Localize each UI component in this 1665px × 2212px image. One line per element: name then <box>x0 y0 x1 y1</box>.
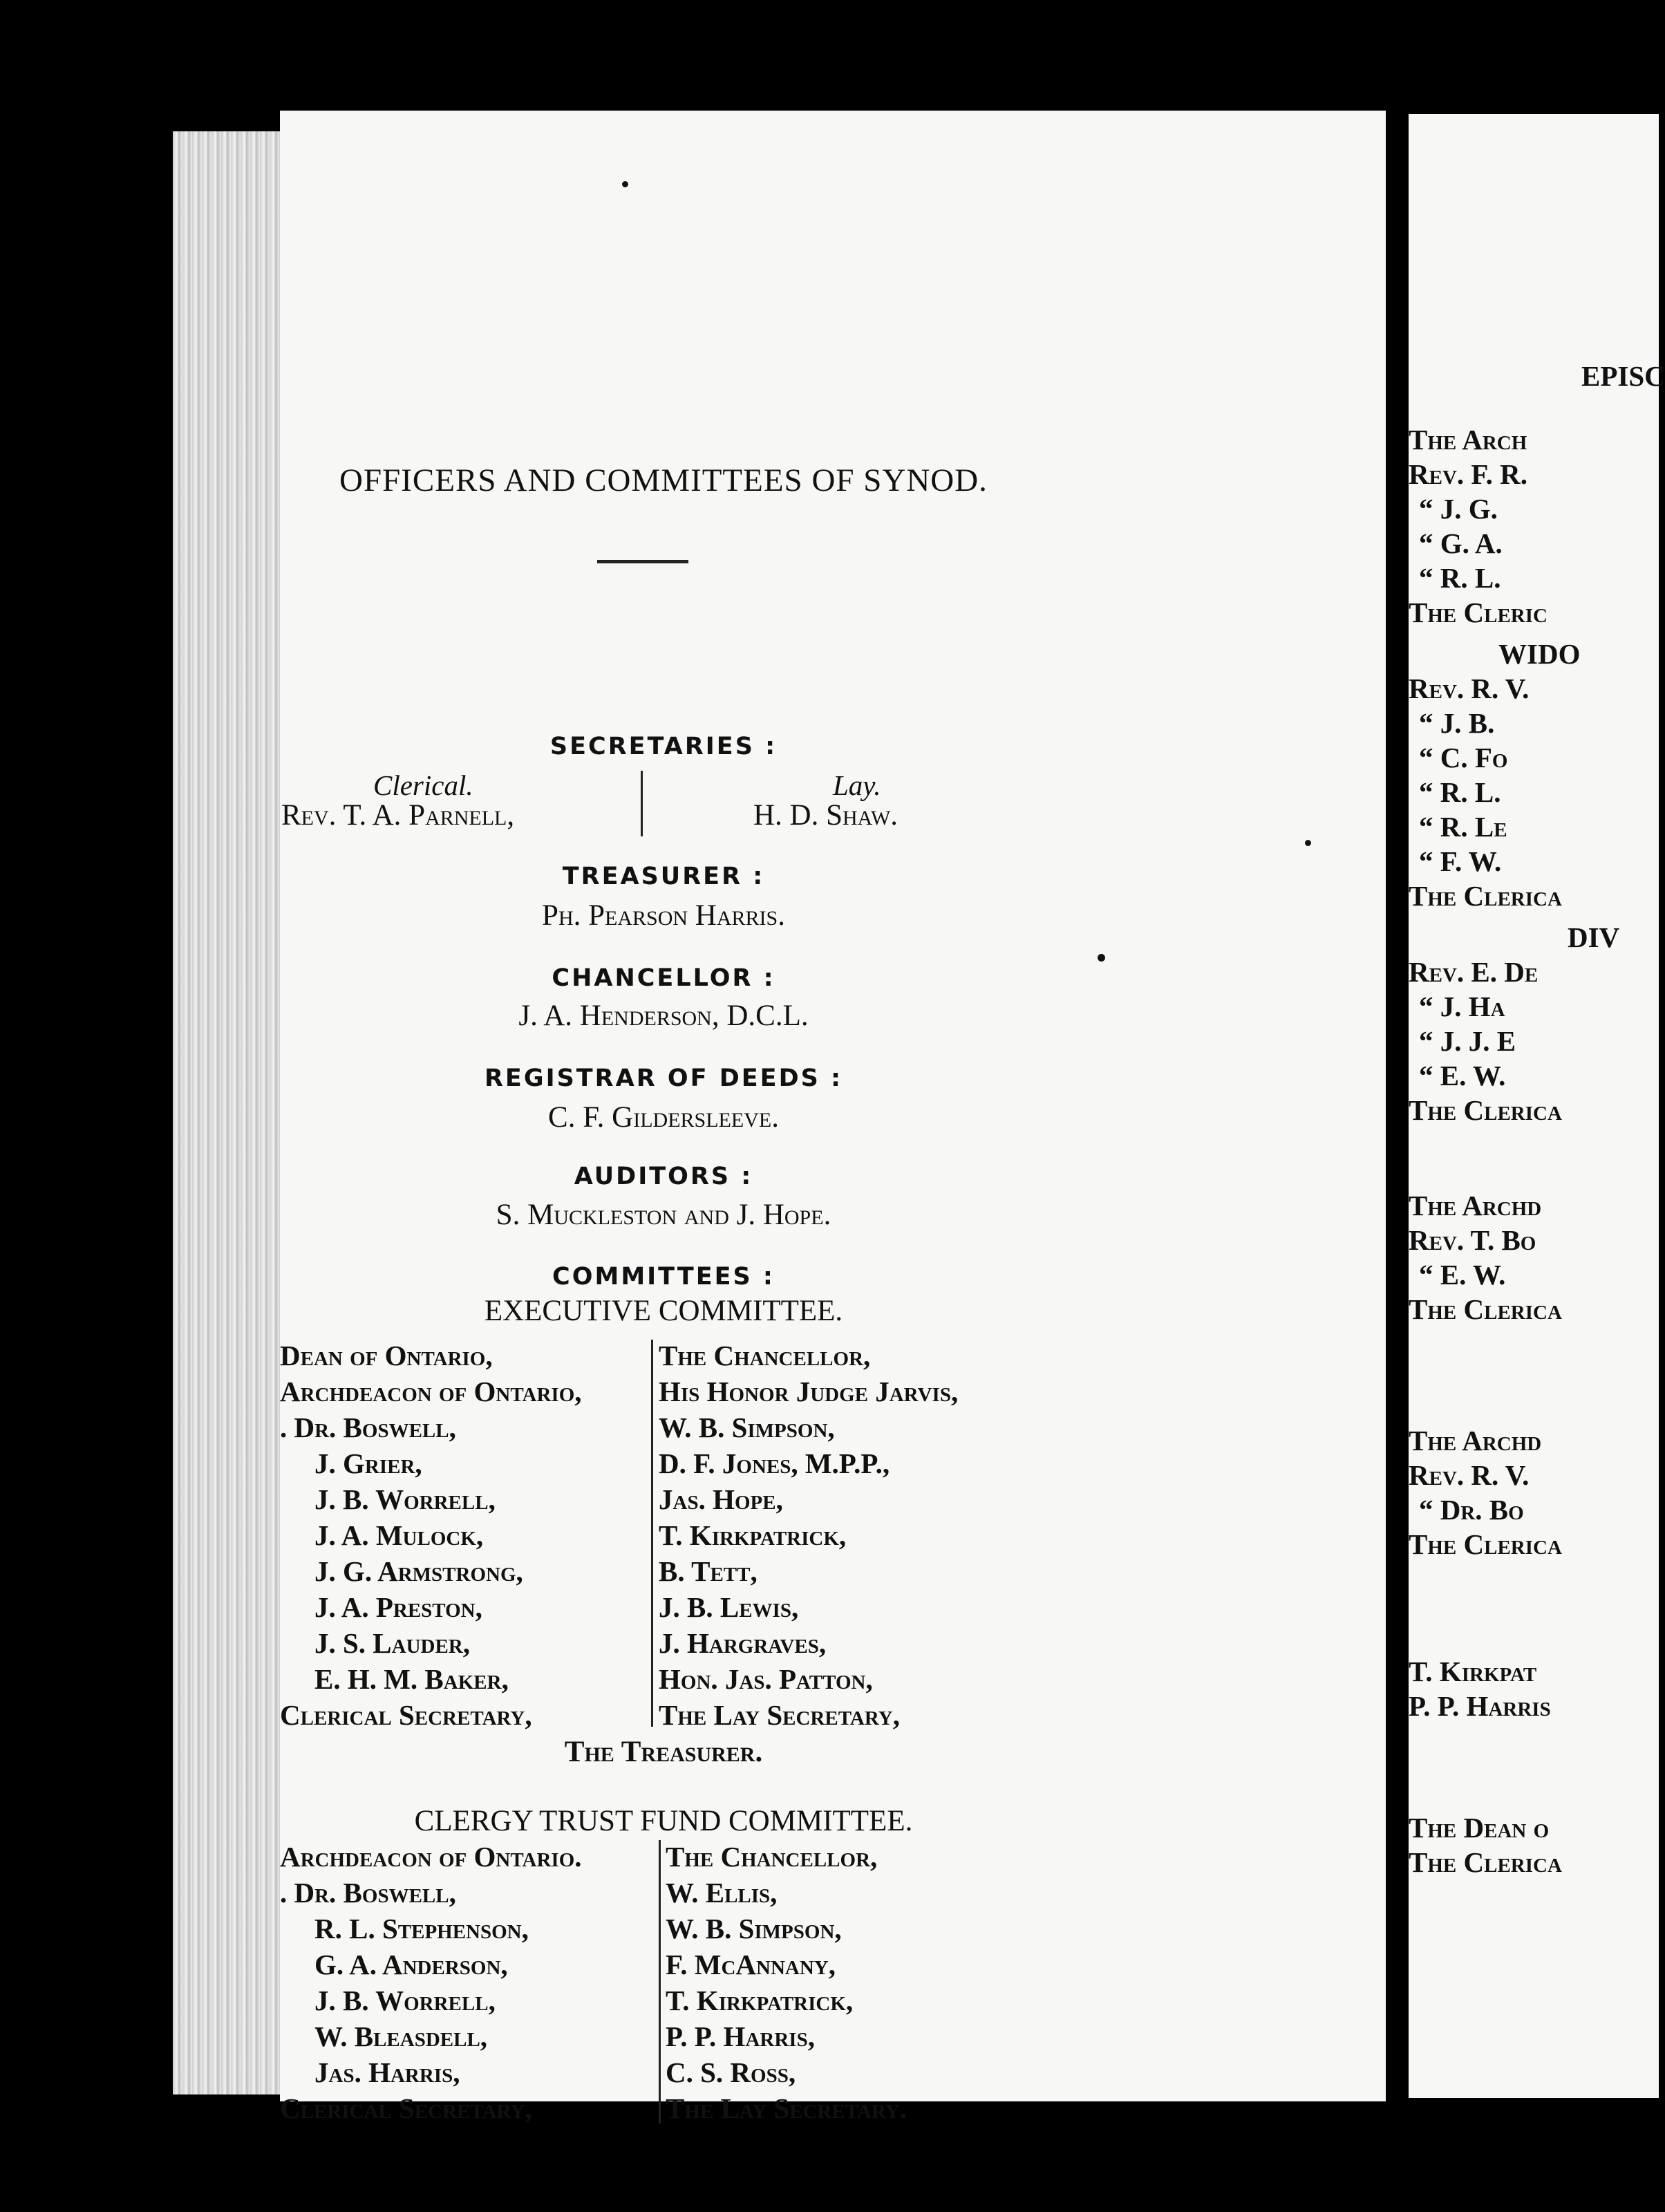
chancellor-heading: CHANCELLOR : <box>552 964 775 992</box>
list-item: Dean of Ontario, <box>280 1340 493 1371</box>
ink-speck <box>1098 954 1105 962</box>
clergy-trust-right-column <box>666 1839 907 2126</box>
secretaries-heading: SECRETARIES : <box>549 733 778 760</box>
list-item: C. S. Ross, <box>666 2056 796 2088</box>
page-title: OFFICERS AND COMMITTEES OF SYNOD. <box>339 462 988 498</box>
right-line: “ E. W. <box>1419 1060 1506 1091</box>
left-page <box>280 111 1386 2124</box>
list-item: J. B. Lewis, <box>659 1591 799 1623</box>
right-line: “ J. Ha <box>1419 991 1505 1022</box>
list-item: Archdeacon of Ontario, <box>280 1376 582 1407</box>
list-item: R. L. Stephenson, <box>314 1913 529 1944</box>
list-item: W. Bleasdell, <box>314 2021 488 2052</box>
list-item: W. B. Simpson, <box>666 1913 842 1944</box>
right-heading: WIDO <box>1498 638 1581 670</box>
right-line: The Archd <box>1409 1190 1542 1221</box>
clerical-label: Clerical. <box>373 769 473 801</box>
right-line: “ J. B. <box>1419 707 1495 739</box>
right-heading: EPISC <box>1581 360 1665 392</box>
clergy-trust-title: CLERGY TRUST FUND COMMITTEE. <box>414 1805 913 1837</box>
lay-secretary: H. D. Shaw. <box>753 799 899 832</box>
executive-left-column <box>280 1338 582 1733</box>
executive-committee-title: EXECUTIVE COMMITTEE. <box>484 1295 843 1327</box>
list-item: J. Hargraves, <box>659 1627 827 1659</box>
right-line: Rev. T. Bo <box>1409 1224 1536 1256</box>
list-item: G. A. Anderson, <box>314 1949 508 1980</box>
executive-footer: The Treasurer. <box>564 1736 763 1768</box>
list-item: Jas. Harris, <box>314 2056 460 2088</box>
list-item: . Dr. Boswell, <box>280 1877 456 1909</box>
list-item: D. F. Jones, M.P.P., <box>659 1447 890 1479</box>
list-item: Hon. Jas. Patton, <box>659 1663 873 1695</box>
ink-speck <box>622 181 628 187</box>
clergy-trust-divider <box>659 1840 661 2124</box>
right-line: “ R. L. <box>1419 562 1501 594</box>
right-line: The Dean o <box>1409 1812 1550 1844</box>
list-item: J. Grier, <box>314 1447 422 1479</box>
auditors-heading: AUDITORS : <box>574 1163 753 1190</box>
right-line: The Clerica <box>1409 1846 1562 1878</box>
auditors-names: S. Muckleston and J. Hope. <box>496 1199 831 1231</box>
list-item: Archdeacon of Ontario. <box>280 1841 582 1873</box>
right-line: The Clerica <box>1409 880 1562 912</box>
right-line: Rev. R. V. <box>1409 1459 1530 1491</box>
right-line: The Arch <box>1409 424 1527 456</box>
treasurer-name: Ph. Pearson Harris. <box>542 899 785 932</box>
right-heading: DIV <box>1568 921 1620 953</box>
right-line: “ J. G. <box>1419 493 1498 525</box>
right-line: The Clerica <box>1409 1293 1562 1325</box>
right-line: Rev. F. R. <box>1409 458 1528 490</box>
right-line: Rev. E. De <box>1409 956 1539 988</box>
list-item: F. McAnnany, <box>666 1949 836 1980</box>
right-line: “ R. Le <box>1419 811 1507 843</box>
list-item: J. S. Lauder, <box>314 1627 471 1659</box>
list-item: W. Ellis, <box>666 1877 778 1909</box>
list-item: W. B. Simpson, <box>659 1412 835 1443</box>
list-item: . Dr. Boswell, <box>280 1412 456 1443</box>
list-item: T. Kirkpatrick, <box>666 1985 854 2016</box>
clerical-secretary: Rev. T. A. Parnell, <box>281 799 515 832</box>
right-line: Rev. R. V. <box>1409 673 1530 704</box>
page-edges <box>173 131 287 2094</box>
right-line: T. Kirkpat <box>1409 1656 1537 1687</box>
chancellor-name: J. A. Henderson, D.C.L. <box>518 1000 809 1032</box>
list-item: E. H. M. Baker, <box>314 1663 509 1695</box>
right-line: “ R. L. <box>1419 776 1501 808</box>
list-item: P. P. Harris, <box>666 2021 815 2052</box>
secretaries-divider <box>641 771 643 836</box>
list-item: The Lay Secretary, <box>659 1699 900 1731</box>
right-line: The Cleric <box>1409 597 1548 628</box>
list-item: The Chancellor, <box>666 1841 878 1873</box>
title-rule <box>597 560 688 563</box>
list-item: J. A. Mulock, <box>314 1519 484 1551</box>
list-item: J. G. Armstrong, <box>314 1555 523 1587</box>
right-line: The Clerica <box>1409 1528 1562 1560</box>
list-item: J. A. Preston, <box>314 1591 482 1623</box>
right-line: “ G. A. <box>1419 527 1503 559</box>
right-line: “ E. W. <box>1419 1259 1506 1291</box>
list-item: Clerical Secretary, <box>280 2092 532 2124</box>
right-line: “ J. J. E <box>1419 1025 1516 1057</box>
registrar-heading: REGISTRAR OF DEEDS : <box>484 1065 843 1092</box>
ink-speck <box>1305 840 1311 846</box>
lay-label: Lay. <box>833 769 881 801</box>
list-item: Jas. Hope, <box>659 1483 783 1515</box>
right-page <box>1409 114 1665 2098</box>
list-item: J. B. Worrell, <box>314 1985 496 2016</box>
list-item: B. Tett, <box>659 1555 758 1587</box>
executive-divider <box>651 1340 653 1727</box>
right-line: The Clerica <box>1409 1094 1562 1126</box>
list-item: T. Kirkpatrick, <box>659 1519 847 1551</box>
list-item: Clerical Secretary, <box>280 1699 532 1731</box>
right-line: P. P. Harris <box>1409 1690 1551 1722</box>
list-item: The Chancellor, <box>659 1340 871 1371</box>
right-line: “ C. Fo <box>1419 742 1508 774</box>
treasurer-heading: TREASURER : <box>562 863 765 890</box>
right-line: “ F. W. <box>1419 845 1502 877</box>
committees-heading: COMMITTEES : <box>552 1263 775 1291</box>
registrar-name: C. F. Gildersleeve. <box>548 1101 779 1134</box>
list-item: The Lay Secretary. <box>666 2092 907 2124</box>
list-item: J. B. Worrell, <box>314 1483 496 1515</box>
executive-right-column <box>659 1338 958 1733</box>
right-line: “ Dr. Bo <box>1419 1494 1524 1526</box>
list-item: His Honor Judge Jarvis, <box>659 1376 959 1407</box>
right-line: The Archd <box>1409 1425 1542 1456</box>
clergy-trust-left-column <box>280 1839 582 2126</box>
